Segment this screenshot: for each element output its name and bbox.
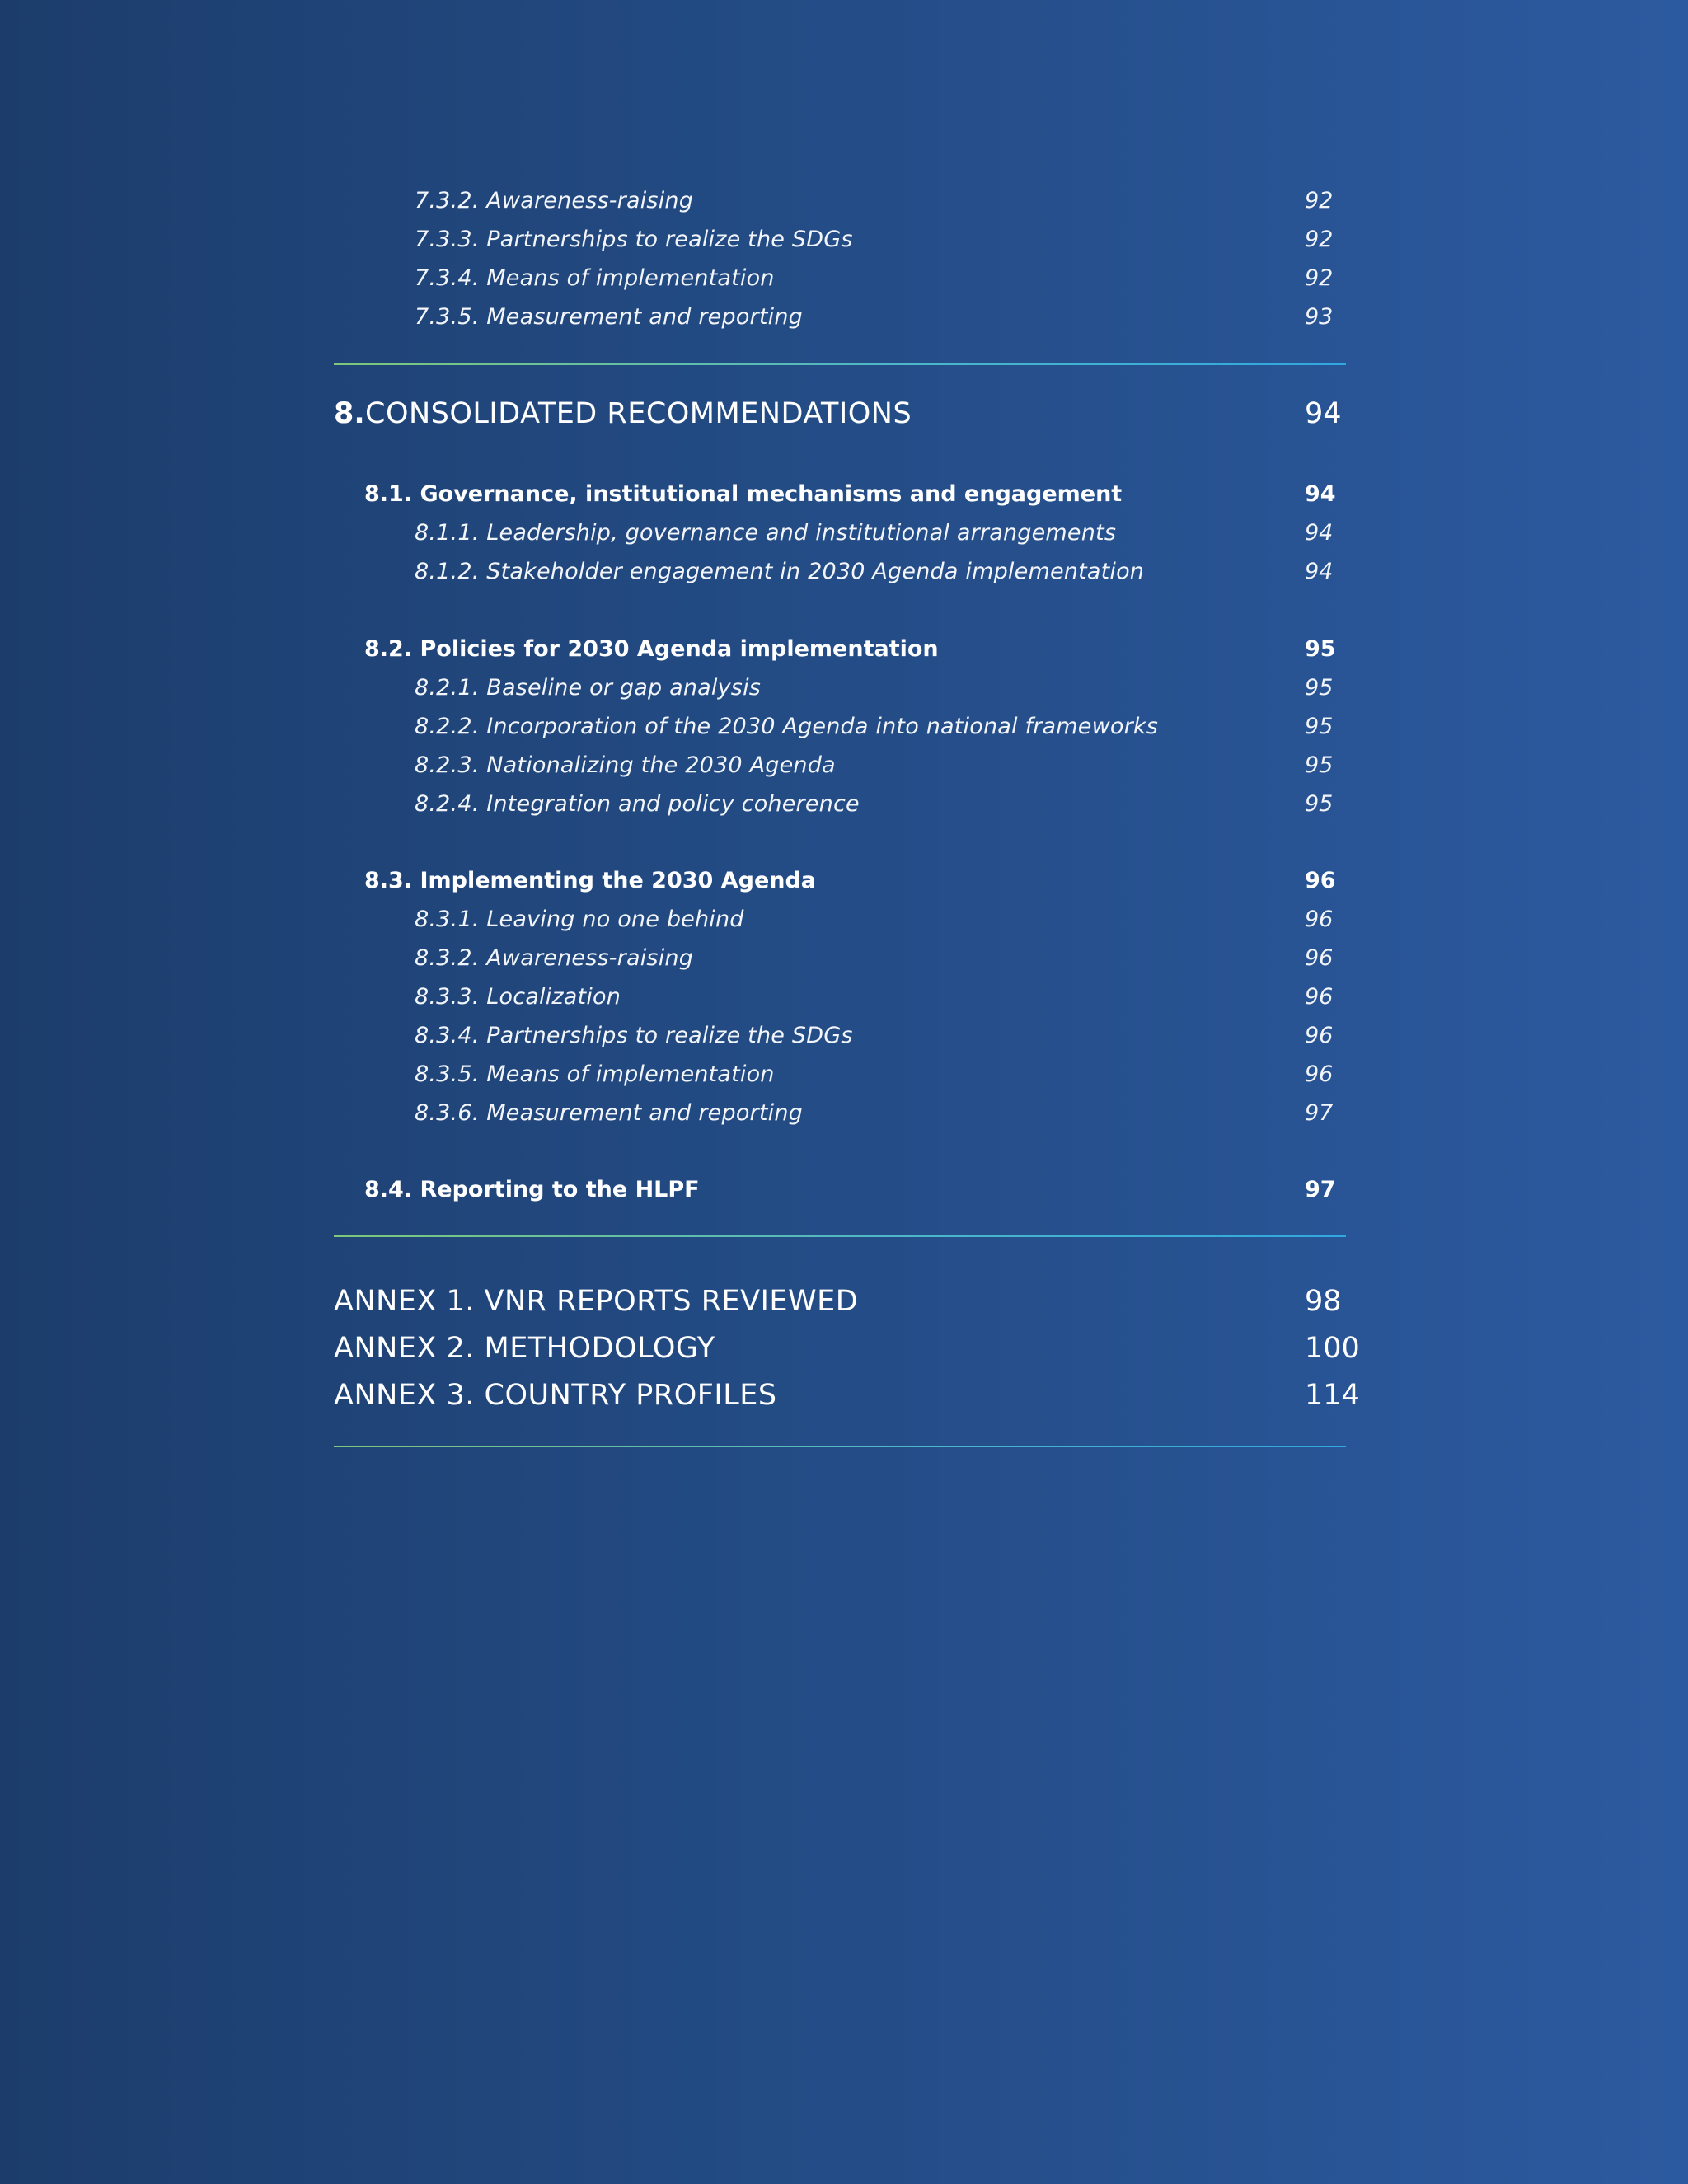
toc-entry[interactable] <box>334 520 1389 556</box>
toc-annex-1[interactable] <box>334 1285 1389 1321</box>
toc-entry-page: 95 <box>1305 675 1334 701</box>
annex-label: ANNEX 1. VNR REPORTS REVIEWED <box>334 1285 859 1318</box>
toc-entry-label: 7.3.2. Awareness-raising <box>415 188 694 213</box>
toc-entry-page: 96 <box>1305 984 1334 1010</box>
toc-entry-page: 92 <box>1305 265 1334 291</box>
annex-label: ANNEX 2. METHODOLOGY <box>334 1332 715 1365</box>
chapter-title: CONSOLIDATED RECOMMENDATIONS <box>365 397 912 430</box>
chapter-page: 94 <box>1305 397 1342 430</box>
toc-entry[interactable] <box>334 265 1389 302</box>
toc-entry-label: 8.1.2. Stakeholder engagement in 2030 Agenda implementation <box>415 559 1145 584</box>
annex-label: ANNEX 3. COUNTRY PROFILES <box>334 1379 777 1412</box>
toc-entry[interactable] <box>334 1100 1389 1137</box>
toc-section-label: 8.4. Reporting to the HLPF <box>364 1177 700 1202</box>
annex-page: 100 <box>1305 1332 1360 1365</box>
toc-entry[interactable] <box>334 227 1389 263</box>
toc-section-page: 95 <box>1305 636 1336 662</box>
toc-entry-label: 8.3.1. Leaving no one behind <box>415 907 744 932</box>
toc-section-8-3[interactable] <box>334 868 1389 904</box>
toc-section-page: 94 <box>1305 481 1336 507</box>
toc-entry-label: 7.3.5. Measurement and reporting <box>415 304 803 330</box>
toc-entry-label: 8.2.1. Baseline or gap analysis <box>415 675 762 701</box>
toc-entry[interactable] <box>334 984 1389 1020</box>
toc-entry-page: 96 <box>1305 907 1334 932</box>
chapter-8-heading[interactable] <box>334 397 1389 434</box>
toc-entry-label: 7.3.4. Means of implementation <box>415 265 775 291</box>
toc-entry-page: 96 <box>1305 1062 1334 1087</box>
toc-entry-page: 94 <box>1305 520 1334 546</box>
section-divider <box>334 363 1346 365</box>
toc-section-8-1[interactable] <box>334 481 1389 518</box>
toc-annex-3[interactable] <box>334 1379 1389 1415</box>
toc-entry[interactable] <box>334 714 1389 750</box>
toc-entry-page: 95 <box>1305 752 1334 778</box>
toc-entry[interactable] <box>334 752 1389 789</box>
toc-entry-label: 8.3.4. Partnerships to realize the SDGs <box>415 1023 853 1048</box>
toc-entry[interactable] <box>334 1062 1389 1098</box>
toc-entry-label: 8.2.2. Incorporation of the 2030 Agenda into national frameworks <box>415 714 1158 739</box>
toc-entry-label: 8.3.2. Awareness-raising <box>415 945 694 971</box>
toc-section-8-4[interactable] <box>334 1177 1389 1213</box>
section-divider <box>334 1446 1346 1447</box>
toc-entry-label: 8.1.1. Leadership, governance and institutional arrangements <box>415 520 1117 546</box>
toc-entry-page: 96 <box>1305 1023 1334 1048</box>
toc-entry[interactable] <box>334 304 1389 340</box>
toc-section-page: 97 <box>1305 1177 1336 1202</box>
toc-entry-page: 92 <box>1305 227 1334 252</box>
toc-section-8-2[interactable] <box>334 636 1389 673</box>
toc-entry-label: 8.2.3. Nationalizing the 2030 Agenda <box>415 752 836 778</box>
toc-entry[interactable] <box>334 188 1389 224</box>
toc-entry-page: 95 <box>1305 791 1334 817</box>
toc-entry-label: 8.3.6. Measurement and reporting <box>415 1100 803 1126</box>
annex-page: 98 <box>1305 1285 1342 1318</box>
toc-entry[interactable] <box>334 791 1389 827</box>
toc-entry-page: 97 <box>1305 1100 1334 1126</box>
toc-entry-page: 94 <box>1305 559 1334 584</box>
toc-entry-label: 8.3.3. Localization <box>415 984 621 1010</box>
toc-entry[interactable] <box>334 907 1389 943</box>
toc-entry[interactable] <box>334 559 1389 595</box>
toc-entry[interactable] <box>334 675 1389 711</box>
chapter-number: 8. <box>334 397 365 430</box>
toc-entry[interactable] <box>334 945 1389 982</box>
toc-entry-page: 93 <box>1305 304 1334 330</box>
toc-section-page: 96 <box>1305 868 1336 893</box>
toc-entry-page: 95 <box>1305 714 1334 739</box>
toc-annex-2[interactable] <box>334 1332 1389 1368</box>
toc-entry-page: 92 <box>1305 188 1334 213</box>
toc-section-label: 8.2. Policies for 2030 Agenda implementation <box>364 636 939 662</box>
toc-entry-label: 7.3.3. Partnerships to realize the SDGs <box>415 227 853 252</box>
toc-entry-label: 8.2.4. Integration and policy coherence <box>415 791 860 817</box>
toc-section-label: 8.1. Governance, institutional mechanisms and engagement <box>364 481 1123 507</box>
section-divider <box>334 1235 1346 1237</box>
toc-entry[interactable] <box>334 1023 1389 1059</box>
annex-page: 114 <box>1305 1379 1360 1412</box>
toc-entry-page: 96 <box>1305 945 1334 971</box>
toc-section-label: 8.3. Implementing the 2030 Agenda <box>364 868 817 893</box>
toc-entry-label: 8.3.5. Means of implementation <box>415 1062 775 1087</box>
